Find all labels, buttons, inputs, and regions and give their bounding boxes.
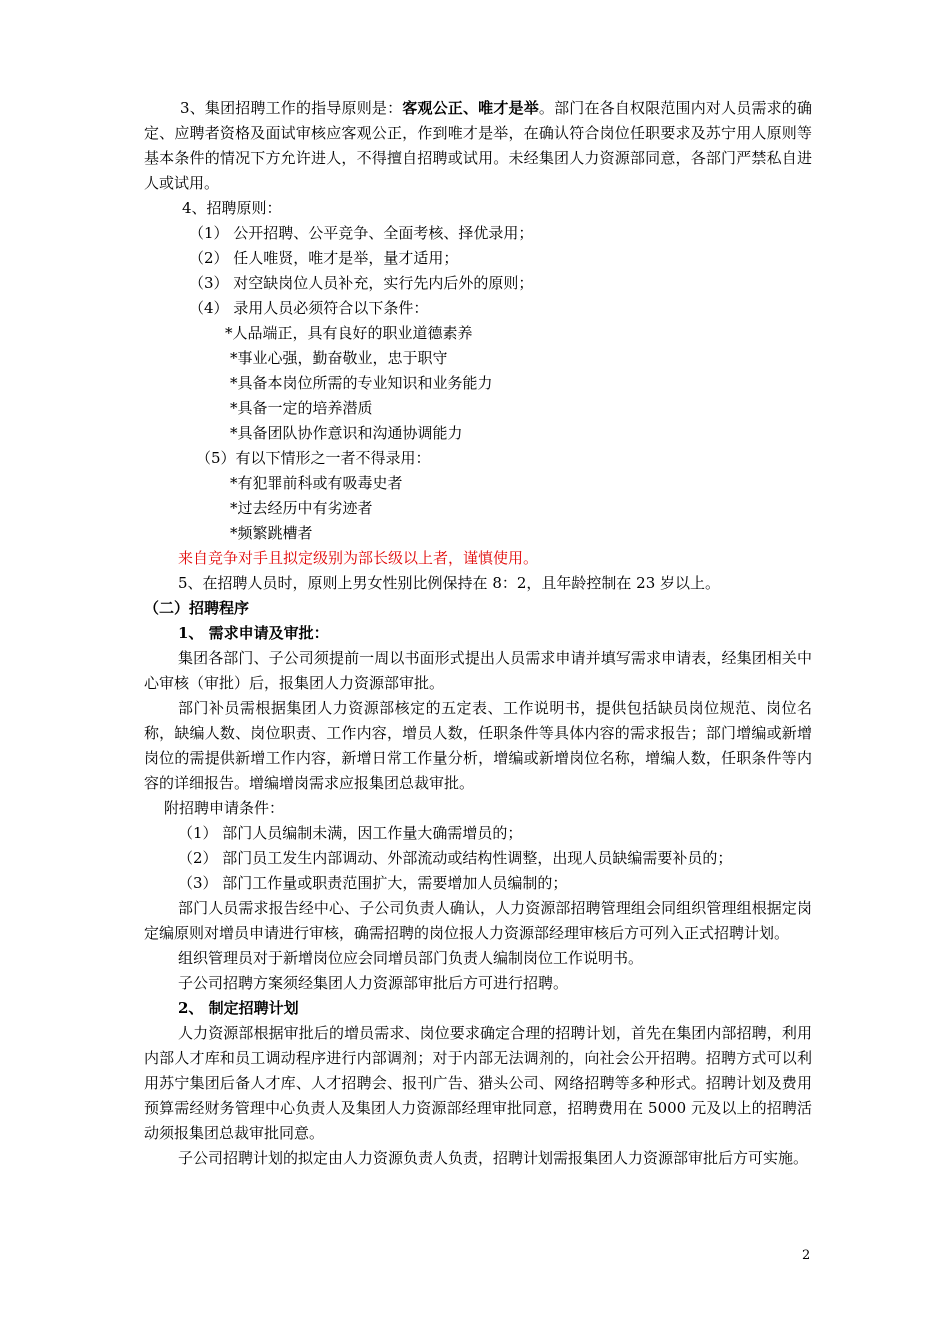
competitor-warning: 来自竞争对手且拟定级别为部长级以上者，谨慎使用。 <box>178 549 539 567</box>
principle-item-4: （4） 录用人员必须符合以下条件： <box>189 299 429 317</box>
principle-item-5: （5）有以下情形之一者不得录用： <box>196 449 431 467</box>
condition-item-5: *具备团队协作意识和沟通协调能力 <box>230 424 463 442</box>
paragraph-3-guiding-principle <box>144 96 812 196</box>
step-1-heading: 1、 需求申请及审批： <box>178 624 329 642</box>
application-conditions-heading: 附招聘申请条件： <box>164 799 285 817</box>
step-1-paragraph-4: 组织管理员对于新增岗位应会同增员部门负责人编制岗位工作说明书。 <box>178 949 644 967</box>
application-condition-3: （3） 部门工作量或职责范围扩大，需要增加人员编制的； <box>178 874 568 892</box>
step-1-paragraph-2: 部门补员需根据集团人力资源部核定的五定表、工作说明书，提供包括缺员岗位规范、岗位名称，缺编人数、岗位职责、工作内容，增员人数，任职条件等具体内容的需求报告；部门增编或新增岗位的需提供新增工作内容，新增日常工作量分析，增编或新增岗位名称，增编人数，任职条件等内容的详细报告。增编增岗需求应报集团总裁审批。 <box>144 699 812 792</box>
paragraph-3-bold: 客观公正、唯才是举 <box>402 99 539 117</box>
page-number: 2 <box>802 1248 811 1263</box>
condition-item-3: *具备本岗位所需的专业知识和业务能力 <box>230 374 493 392</box>
paragraph-3-rest: 。部门在各自权限范围内对人员需求的确定、应聘者资格及面试审核应客观公正，作到唯才是举，在确认符合岗位任职要求及苏宁用人原则等基本条件的情况下方允许进人，不得擅自招聘或试用。未经集团人力资源部同意，各部门严禁私自进人或试用。 <box>144 99 812 192</box>
step-1-paragraph-5: 子公司招聘方案须经集团人力资源部审批后方可进行招聘。 <box>178 974 569 992</box>
step-2-paragraph-2: 子公司招聘计划的拟定由人力资源负责人负责，招聘计划需报集团人力资源部审批后方可实施。 <box>178 1149 809 1167</box>
exclusion-item-1: *有犯罪前科或有吸毒史者 <box>230 474 403 492</box>
exclusion-item-2: *过去经历中有劣迹者 <box>230 499 373 517</box>
section-2-heading: （二）招聘程序 <box>144 599 250 617</box>
document-body <box>144 96 812 1171</box>
exclusion-item-3: *频繁跳槽者 <box>230 524 313 542</box>
step-2-heading: 2、 制定招聘计划 <box>178 999 299 1017</box>
principle-item-3: （3） 对空缺岗位人员补充，实行先内后外的原则； <box>189 274 534 292</box>
principle-item-1: （1） 公开招聘、公平竞争、全面考核、择优录用； <box>189 224 534 242</box>
step-2-paragraph-1: 人力资源部根据审批后的增员需求、岗位要求确定合理的招聘计划，首先在集团内部招聘，利用内部人才库和员工调动程序进行内部调剂；对于内部无法调剂的，向社会公开招聘。招聘方式可以利用苏宁集团后备人才库、人才招聘会、报刊广告、猎头公司、网络招聘等多种形式。招聘计划及费用预算需经财务管理中心负责人及集团人力资源部经理审批同意，招聘费用在 5000 元及以上的招聘活动须报集团总裁审批同意。 <box>144 1024 812 1142</box>
condition-item-2: *事业心强，勤奋敬业，忠于职守 <box>230 349 448 367</box>
step-1-paragraph-1: 集团各部门、子公司须提前一周以书面形式提出人员需求申请并填写需求申请表，经集团相关中心审核（审批）后，报集团人力资源部审批。 <box>144 649 812 692</box>
heading-4-recruit-principles: 4、招聘原则： <box>182 199 282 217</box>
paragraph-5-gender-age: 5、在招聘人员时，原则上男女性别比例保持在 8：2，且年龄控制在 23 岁以上。 <box>178 574 721 592</box>
application-condition-2: （2） 部门员工发生内部调动、外部流动或结构性调整，出现人员缺编需要补员的； <box>178 849 733 867</box>
paragraph-3-prefix: 3、集团招聘工作的指导原则是： <box>180 99 403 117</box>
condition-item-1: *人品端正，具有良好的职业道德素养 <box>225 324 473 342</box>
principle-item-2: （2） 任人唯贤，唯才是举，量才适用； <box>189 249 459 267</box>
step-1-paragraph-3: 部门人员需求报告经中心、子公司负责人确认，人力资源部招聘管理组会同组织管理组根据定岗定编原则对增员申请进行审核，确需招聘的岗位报人力资源部经理审核后方可列入正式招聘计划。 <box>144 899 812 942</box>
application-condition-1: （1） 部门人员编制未满，因工作量大确需增员的； <box>178 824 523 842</box>
condition-item-4: *具备一定的培养潜质 <box>230 399 373 417</box>
